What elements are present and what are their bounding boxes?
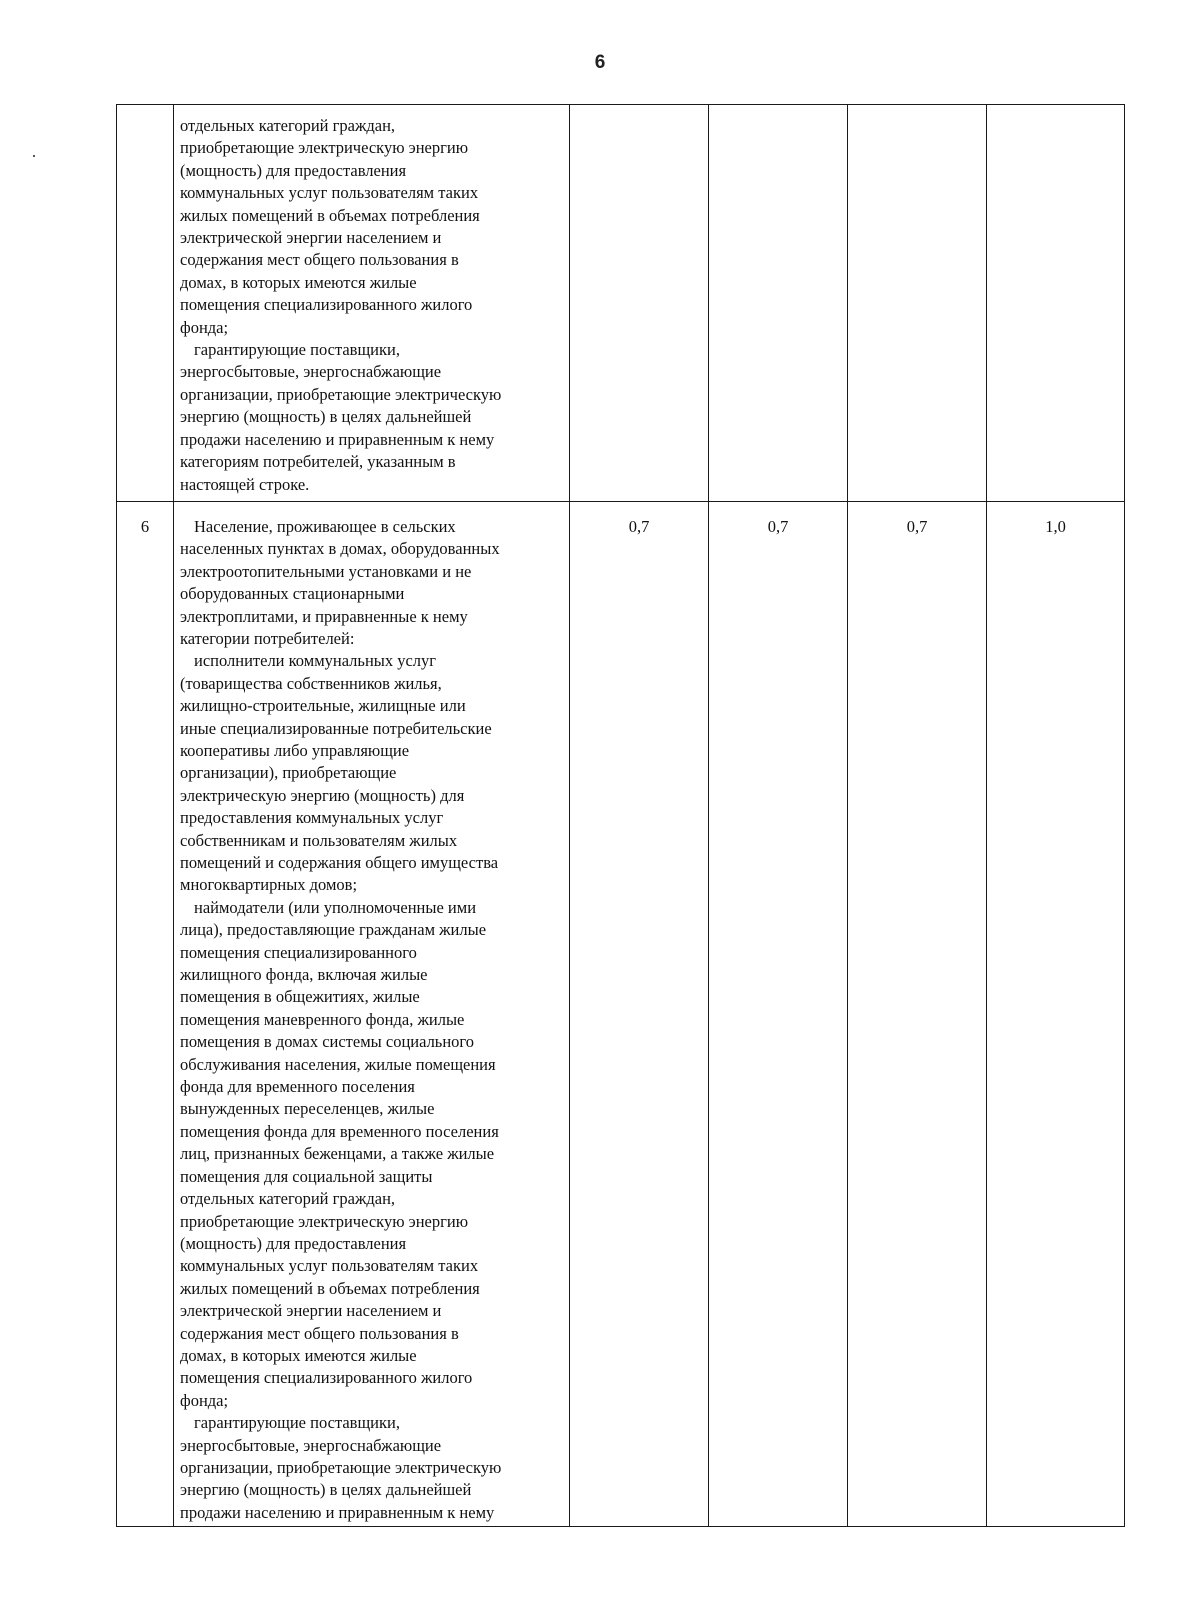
- text-line: лица), предоставляющие гражданам жилые: [180, 920, 487, 940]
- text-line: помещения в домах системы социального: [180, 1032, 475, 1052]
- text-line: содержания мест общего пользования в: [180, 250, 459, 270]
- text-line: приобретающие электрическую энергию: [180, 1211, 469, 1231]
- text-line: энергосбытовые, энергоснабжающие: [180, 362, 442, 382]
- text-line: организации, приобретающие электрическую: [180, 1457, 502, 1477]
- text-line: электрическую энергию (мощность) для: [180, 785, 465, 805]
- coefficient-cell-2: 0,7: [709, 501, 848, 1526]
- text-line: коммунальных услуг пользователям таких: [180, 1256, 479, 1276]
- text-line: населенных пунктах в домах, оборудованных: [180, 539, 500, 559]
- text-line: электроотопительными установками и не: [180, 561, 472, 581]
- text-line: категориям потребителей, указанным в: [180, 452, 456, 472]
- coefficient-cell-4: [987, 105, 1125, 502]
- text-line: наймодатели (или уполномоченные ими: [194, 897, 477, 917]
- text-line: помещения специализированного жилого: [180, 295, 473, 315]
- text-line: коммунальных услуг пользователям таких: [180, 183, 479, 203]
- text-line: организации, приобретающие электрическую: [180, 384, 502, 404]
- text-line: энергию (мощность) в целях дальнейшей: [180, 1480, 472, 1500]
- text-line: помещения специализированного: [180, 942, 417, 962]
- text-line: обслуживания населения, жилые помещения: [180, 1054, 496, 1074]
- text-line: жилищно-строительные, жилищные или: [180, 696, 466, 716]
- text-line: гарантирующие поставщики,: [194, 340, 400, 360]
- text-line: фонда;: [180, 317, 229, 337]
- text-line: помещения фонда для временного поселения: [180, 1121, 499, 1141]
- text-line: продажи населению и приравненным к нему: [180, 429, 495, 449]
- text-line: домах, в которых имеются жилые: [180, 1345, 417, 1365]
- text-line: помещений и содержания общего имущества: [180, 853, 499, 872]
- text-line: исполнители коммунальных услуг: [194, 651, 437, 671]
- text-line: многоквартирных домов;: [180, 875, 358, 895]
- text-line: приобретающие электрическую энергию: [180, 138, 469, 158]
- coefficient-cell-1: 0,7: [570, 501, 709, 1526]
- text-line: помещения в общежитиях, жилые: [180, 987, 420, 1007]
- text-line: помещения маневренного фонда, жилые: [180, 1009, 465, 1029]
- text-line: лиц, признанных беженцами, а также жилые: [180, 1144, 495, 1164]
- text-line: помещения для социальной защиты: [180, 1166, 433, 1186]
- text-line: кооперативы либо управляющие: [180, 740, 410, 760]
- text-line: отдельных категорий граждан,: [180, 1189, 396, 1209]
- row-number-cell: 6: [117, 501, 174, 1526]
- text-line: электроплитами, и приравненные к нему: [180, 606, 468, 626]
- coefficient-cell-4: 1,0: [987, 501, 1125, 1526]
- text-line: жилищного фонда, включая жилые: [180, 965, 428, 985]
- coefficient-cell-2: [709, 105, 848, 502]
- text-line: настоящей строке.: [180, 474, 310, 494]
- text-line: оборудованных стационарными: [180, 584, 405, 604]
- coefficient-cell-3: 0,7: [848, 501, 987, 1526]
- text-line: жилых помещений в объемах потребления: [180, 1278, 480, 1298]
- text-line: иные специализированные потребительские: [180, 718, 492, 738]
- text-line: (мощность) для предоставления: [180, 1233, 407, 1253]
- coefficient-cell-3: [848, 105, 987, 502]
- text-line: категории потребителей:: [180, 628, 355, 648]
- table-row: [117, 105, 1125, 502]
- text-line: электрической энергии населением и: [180, 1301, 442, 1321]
- text-line: содержания мест общего пользования в: [180, 1323, 459, 1343]
- scan-speck: [33, 155, 35, 157]
- text-line: организации), приобретающие: [180, 763, 397, 783]
- tariff-coefficient-table: [116, 104, 1125, 1527]
- consumer-category-cell: [174, 105, 570, 502]
- text-line: Население, проживающее в сельских: [194, 516, 456, 536]
- table-row: [117, 501, 1125, 1526]
- text-line: (мощность) для предоставления: [180, 160, 407, 180]
- coefficient-cell-1: [570, 105, 709, 502]
- text-line: гарантирующие поставщики,: [194, 1413, 400, 1433]
- text-line: (товарищества собственников жилья,: [180, 673, 442, 693]
- text-line: электрической энергии населением и: [180, 228, 442, 248]
- text-line: помещения специализированного жилого: [180, 1368, 473, 1388]
- text-line: отдельных категорий граждан,: [180, 116, 396, 135]
- text-line: фонда;: [180, 1390, 229, 1410]
- row-number-cell: [117, 105, 174, 502]
- consumer-category-cell: [174, 501, 570, 1526]
- text-line: собственникам и пользователям жилых: [180, 830, 458, 850]
- text-line: вынужденных переселенцев, жилые: [180, 1099, 435, 1119]
- text-line: фонда для временного поселения: [180, 1077, 415, 1097]
- text-line: домах, в которых имеются жилые: [180, 272, 417, 292]
- text-line: предоставления коммунальных услуг: [180, 808, 444, 828]
- text-line: энергосбытовые, энергоснабжающие: [180, 1435, 442, 1455]
- text-line: энергию (мощность) в целях дальнейшей: [180, 407, 472, 427]
- text-line: продажи населению и приравненным к нему: [180, 1502, 495, 1522]
- text-line: жилых помещений в объемах потребления: [180, 205, 480, 225]
- page-number: 6: [594, 52, 606, 73]
